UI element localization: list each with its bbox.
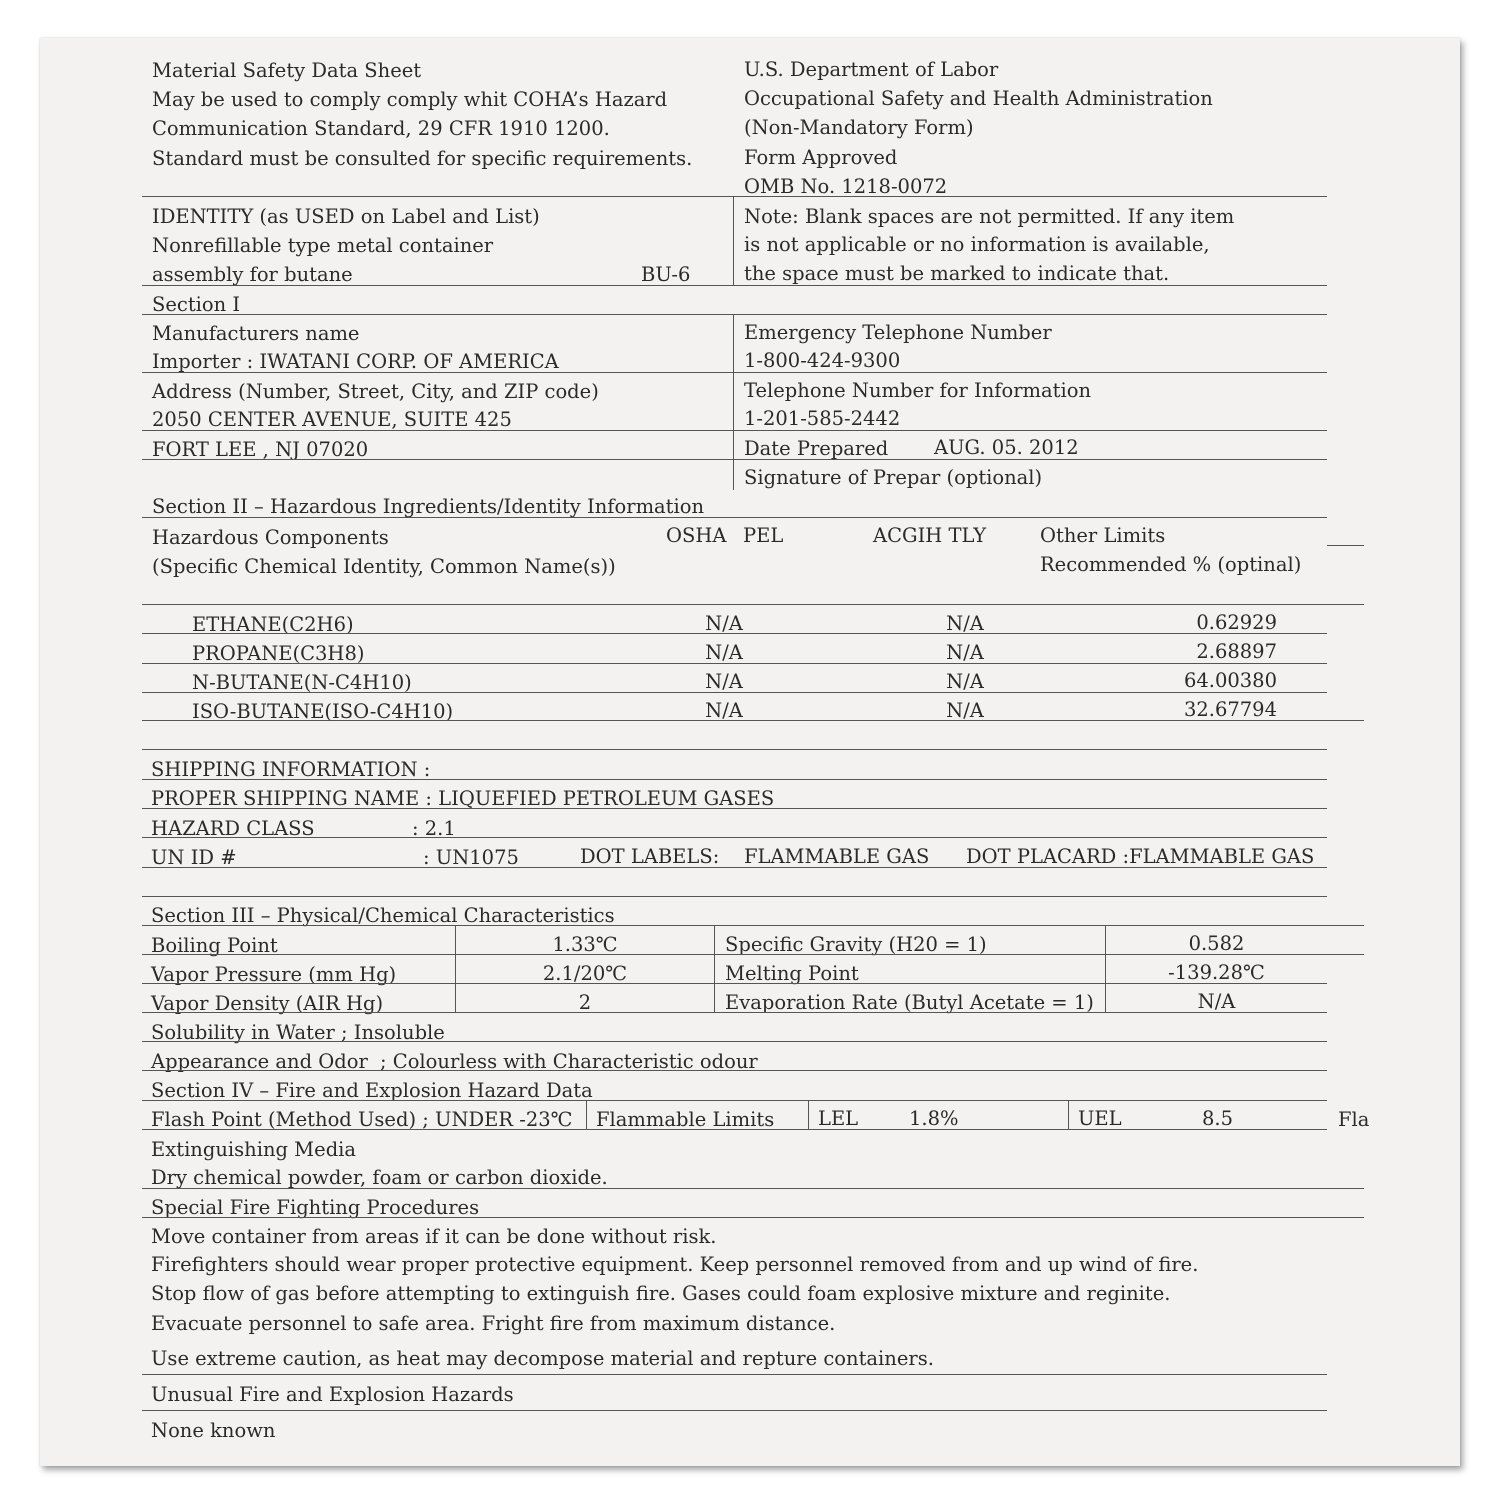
header-left-line-3: Communication Standard, 29 CFR 1910 1200. <box>152 117 610 140</box>
divider <box>142 1374 1327 1375</box>
un-id-label: UN ID # <box>151 846 237 869</box>
boiling-point-value: 1.33℃ <box>552 933 618 956</box>
acgih-label: ACGIH TLY <box>873 524 987 547</box>
ingredient-percent: 0.62929 <box>1196 611 1277 634</box>
special-procedures-label: Special Fire Fighting Procedures <box>151 1196 480 1219</box>
ingredient-percent: 64.00380 <box>1183 669 1277 692</box>
pel-label: PEL <box>743 524 784 547</box>
dot-labels-label: DOT LABELS: <box>580 845 720 868</box>
ingredient-name: ETHANE(C2H6) <box>192 613 354 636</box>
unusual-hazards-label: Unusual Fire and Explosion Hazards <box>151 1383 514 1406</box>
header-left-line-1: Material Safety Data Sheet <box>152 59 422 82</box>
section3-title: Section III – Physical/Chemical Characteristics <box>151 904 615 927</box>
hazard-class-label: HAZARD CLASS <box>151 817 315 840</box>
divider <box>142 837 1327 838</box>
dot-labels-value: FLAMMABLE GAS <box>744 845 930 868</box>
info-phone-value: 1-201-585-2442 <box>744 407 901 430</box>
identity-note-1: Note: Blank spaces are not permitted. If any item <box>744 205 1235 228</box>
hazard-class-value: : 2.1 <box>412 817 456 840</box>
header-left-line-2: May be used to comply comply whit COHA’s Hazard <box>152 88 668 111</box>
divider <box>142 372 1327 373</box>
extinguishing-value: Dry chemical powder, foam or carbon dioxide. <box>151 1166 608 1189</box>
other-limits-label: Other Limits <box>1040 524 1166 547</box>
components-sublabel: (Specific Chemical Identity, Common Name(s)) <box>152 555 616 578</box>
divider <box>142 925 1364 926</box>
divider <box>142 692 1327 693</box>
lel-value: 1.8% <box>909 1107 959 1130</box>
address-label: Address (Number, Street, City, and ZIP code) <box>152 380 599 403</box>
uel-label: UEL <box>1078 1107 1122 1130</box>
vapor-density-value: 2 <box>578 991 592 1014</box>
signature-label: Signature of Prepar (optional) <box>744 466 1043 489</box>
divider <box>142 749 1327 750</box>
header-right-line-2: Occupational Safety and Health Administration <box>744 87 1213 110</box>
proper-shipping-name: PROPER SHIPPING NAME : LIQUEFIED PETROLEUM GASES <box>151 787 775 810</box>
divider <box>142 779 1327 780</box>
ingredient-percent: 32.67794 <box>1183 698 1277 721</box>
ingredient-name: PROPANE(C3H8) <box>192 642 365 665</box>
special-procedure-line: Stop flow of gas before attempting to extinguish fire. Gases could foam explosive mixture and reginite. <box>151 1282 1171 1305</box>
melting-point-value: -139.28℃ <box>1168 961 1265 984</box>
divider <box>142 867 1327 868</box>
divider <box>142 1041 1327 1042</box>
identity-code: BU-6 <box>641 263 691 286</box>
divider <box>142 285 1327 286</box>
identity-label: IDENTITY (as USED on Label and List) <box>152 205 540 228</box>
date-prepared-value: AUG. 05. 2012 <box>934 436 1079 459</box>
ingredient-acgih: N/A <box>946 641 984 664</box>
identity-line-1: Nonrefillable type metal container <box>152 234 494 257</box>
cut-off-text: Fla <box>1338 1108 1370 1131</box>
evaporation-rate-value: N/A <box>1197 990 1236 1013</box>
components-label: Hazardous Components <box>152 526 389 549</box>
section4-title: Section IV – Fire and Explosion Hazard Data <box>151 1079 593 1102</box>
identity-note-2: is not applicable or no information is available, <box>744 233 1210 256</box>
ingredient-osha: N/A <box>705 612 743 635</box>
vapor-density-label: Vapor Density (AIR Hg) <box>151 992 384 1015</box>
specific-gravity-value: 0.582 <box>1188 932 1245 955</box>
column-divider <box>733 197 734 285</box>
blank-line <box>1327 545 1364 546</box>
divider <box>142 633 1327 634</box>
ingredient-acgih: N/A <box>946 612 984 635</box>
divider <box>142 1410 1327 1411</box>
vapor-pressure-value: 2.1/20℃ <box>542 962 628 985</box>
divider <box>142 459 1327 460</box>
header-left-line-4: Standard must be consulted for specific requirements. <box>152 147 693 170</box>
divider <box>142 983 1327 984</box>
divider <box>142 1188 1364 1189</box>
divider <box>142 808 1327 809</box>
divider <box>142 196 1327 197</box>
ingredient-name: ISO-BUTANE(ISO-C4H10) <box>192 700 454 723</box>
special-procedure-line: Firefighters should wear proper protective equipment. Keep personnel removed from and up wind of fire. <box>151 1253 1199 1276</box>
appearance-label: Appearance and Odor <box>151 1050 368 1073</box>
address-line-1: 2050 CENTER AVENUE, SUITE 425 <box>152 408 512 431</box>
info-phone-label: Telephone Number for Information <box>744 379 1092 402</box>
identity-note-3: the space must be marked to indicate that. <box>744 262 1170 285</box>
manufacturer-label: Manufacturers name <box>152 322 360 345</box>
ingredient-acgih: N/A <box>946 670 984 693</box>
specific-gravity-label: Specific Gravity (H20 = 1) <box>725 933 987 956</box>
divider <box>142 954 1364 955</box>
divider <box>142 314 1327 315</box>
emergency-phone-label: Emergency Telephone Number <box>744 321 1052 344</box>
solubility: Solubility in Water ; Insoluble <box>151 1021 445 1044</box>
emergency-phone-value: 1-800-424-9300 <box>744 349 901 372</box>
column-divider <box>714 926 715 1013</box>
appearance-value: ; Colourless with Characteristic odour <box>380 1050 758 1073</box>
ingredient-name: N-BUTANE(N-C4H10) <box>192 671 412 694</box>
boiling-point-label: Boiling Point <box>151 934 278 957</box>
divider <box>142 1129 1327 1130</box>
divider <box>142 663 1327 664</box>
date-prepared-label: Date Prepared <box>744 437 889 460</box>
lel-label: LEL <box>818 1107 859 1130</box>
flash-point: Flash Point (Method Used) ; UNDER -23℃ <box>151 1108 573 1131</box>
special-procedure-line: Move container from areas if it can be done without risk. <box>151 1225 717 1248</box>
header-right-line-5: OMB No. 1218-0072 <box>744 175 948 198</box>
ingredient-osha: N/A <box>705 641 743 664</box>
divider <box>142 1012 1327 1013</box>
dot-placard: DOT PLACARD :FLAMMABLE GAS <box>966 845 1315 868</box>
ingredient-percent: 2.68897 <box>1196 640 1277 663</box>
header-right-line-4: Form Approved <box>744 146 898 169</box>
unusual-hazards-value: None known <box>151 1419 276 1442</box>
divider <box>142 1100 1327 1101</box>
osha-label: OSHA <box>666 524 727 547</box>
divider <box>142 1217 1364 1218</box>
extinguishing-label: Extinguishing Media <box>151 1138 357 1161</box>
identity-line-2: assembly for butane <box>152 263 353 286</box>
header-right-line-1: U.S. Department of Labor <box>744 58 999 81</box>
divider <box>142 517 1327 518</box>
column-divider <box>1068 1101 1069 1129</box>
flammable-limits-label: Flammable Limits <box>596 1108 775 1131</box>
column-divider <box>808 1101 809 1129</box>
divider <box>142 1070 1327 1071</box>
divider <box>142 430 1327 431</box>
uel-value: 8.5 <box>1202 1107 1234 1130</box>
section2-title: Section II – Hazardous Ingredients/Identity Information <box>152 495 705 518</box>
divider <box>142 720 1364 721</box>
divider <box>142 896 1327 897</box>
special-procedure-line: Use extreme caution, as heat may decompose material and repture containers. <box>151 1347 934 1370</box>
shipping-title: SHIPPING INFORMATION : <box>151 758 431 781</box>
melting-point-label: Melting Point <box>725 962 859 985</box>
ingredient-osha: N/A <box>705 670 743 693</box>
address-line-2: FORT LEE , NJ 07020 <box>152 438 369 461</box>
section1-title: Section I <box>152 293 241 316</box>
recommended-label: Recommended % (optinal) <box>1040 553 1302 576</box>
evaporation-rate-label: Evaporation Rate (Butyl Acetate = 1) <box>725 991 1094 1014</box>
column-divider <box>586 1101 587 1129</box>
manufacturer-value: Importer : IWATANI CORP. OF AMERICA <box>152 350 559 373</box>
vapor-pressure-label: Vapor Pressure (mm Hg) <box>151 963 397 986</box>
divider <box>142 604 1364 605</box>
column-divider <box>733 315 734 490</box>
special-procedure-line: Evacuate personnel to safe area. Fright fire from maximum distance. <box>151 1312 836 1335</box>
ingredient-acgih: N/A <box>946 699 984 722</box>
ingredient-osha: N/A <box>705 699 743 722</box>
un-id-value: : UN1075 <box>423 846 519 869</box>
header-right-line-3: (Non-Mandatory Form) <box>744 116 974 139</box>
